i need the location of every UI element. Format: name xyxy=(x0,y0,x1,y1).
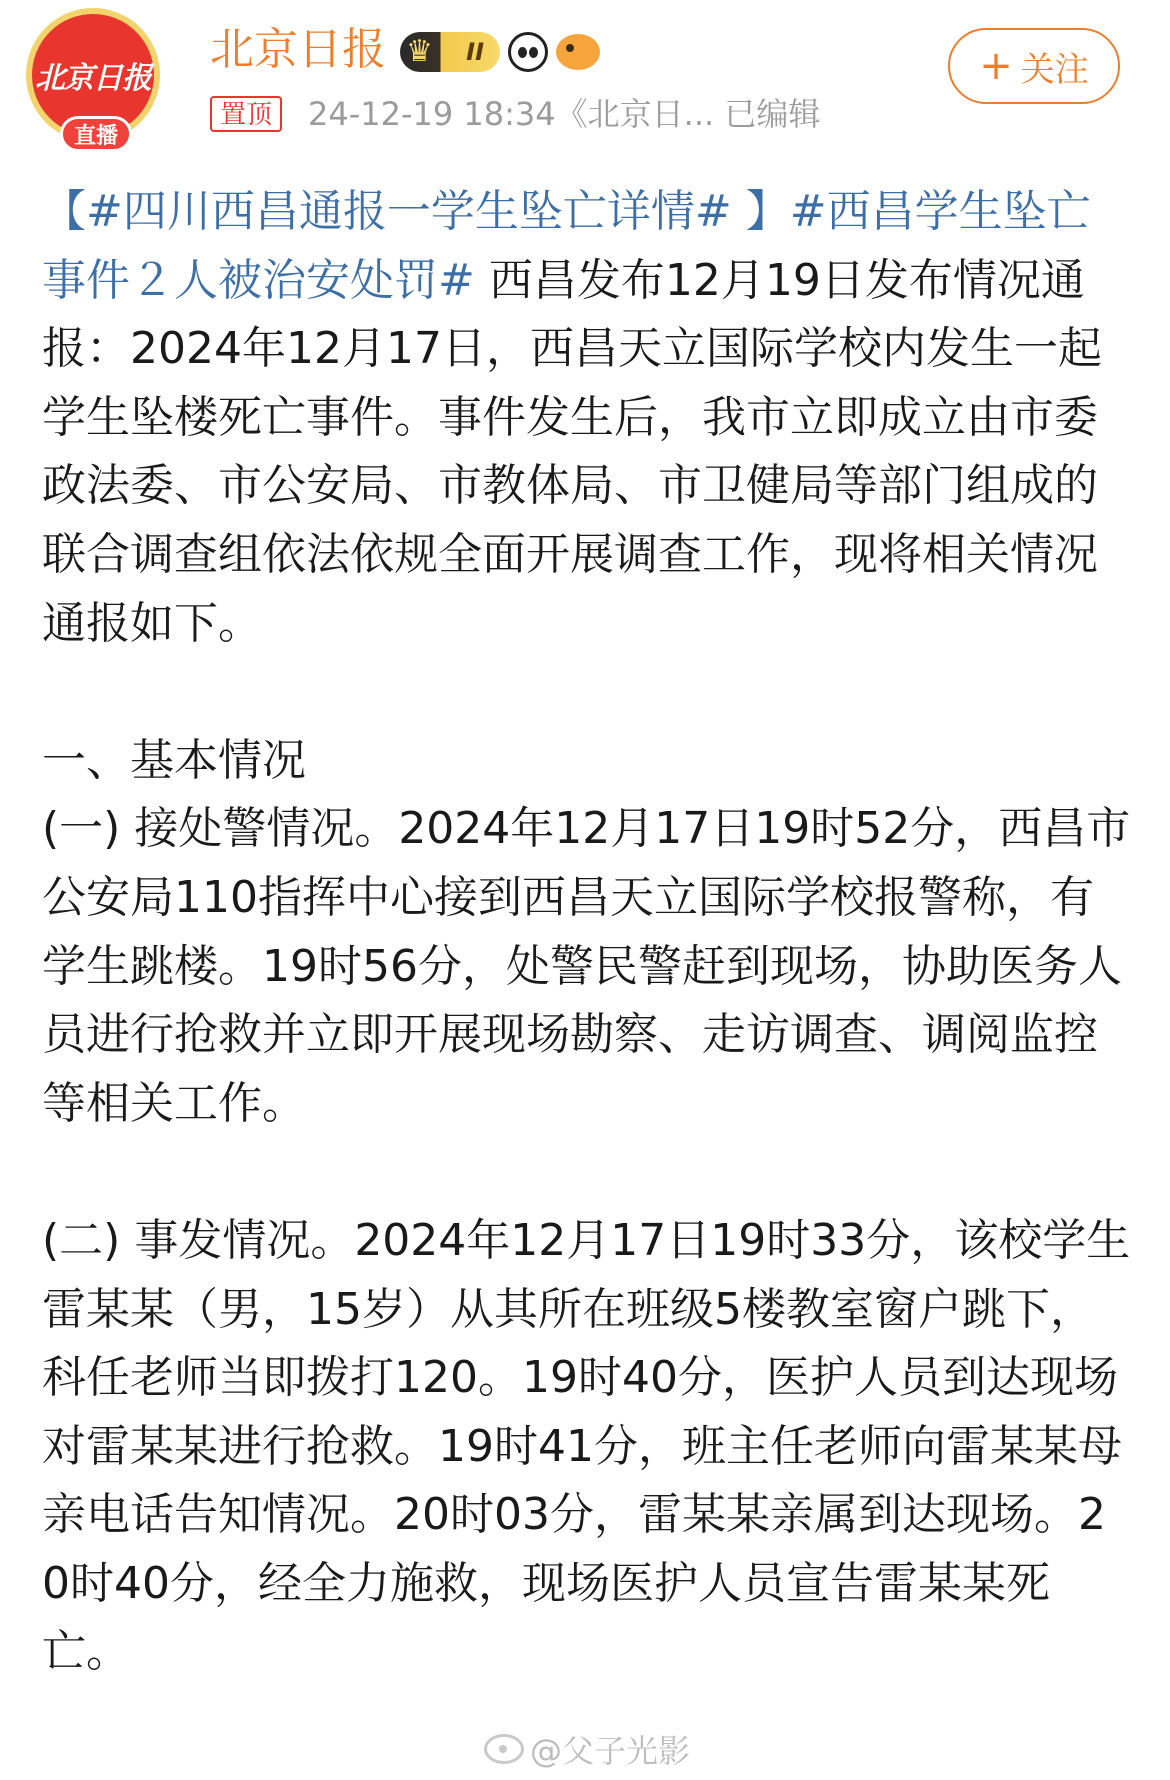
paragraph-spacer xyxy=(42,1138,1132,1207)
vip-badge[interactable] xyxy=(400,32,500,72)
post-meta[interactable]: 24-12-19 18:34《北京日... 已编辑 xyxy=(308,95,821,133)
avatar-logo: 北京日报 xyxy=(35,61,151,96)
crown-icon: ♛ xyxy=(406,34,433,69)
weibo-icon xyxy=(484,1734,524,1764)
topic-link[interactable]: 【#四川西昌通报一学生坠亡详情# 】 xyxy=(42,186,790,237)
intro-paragraph xyxy=(42,178,1132,658)
pinned-badge: 置顶 xyxy=(210,96,282,132)
intro-text: 西昌发布12月19日发布情况通报：2024年12月17日，西昌天立国际学校内发生一起学生坠楼死亡事件。事件发生后，我市立即成立由市委政法委、市公安局、市教体局、市卫健局等部门组成的联合调查组依法依规全面开展调查工作，现将相关情况通报如下。 xyxy=(42,254,1102,649)
watermark-text: @父子光影 xyxy=(530,1732,691,1770)
paragraph: (一) 接处警情况。2024年12月17日19时52分，西昌市公安局110指挥中心接到西昌天立国际学校报警称，有学生跳楼。19时56分，处警民警赶到现场，协助医务人员进行抢救并立即开展现场勘察、走访调查、调阅监控等相关工作。 xyxy=(42,803,1131,1129)
username[interactable]: 北京日报 xyxy=(210,24,386,75)
topic-link[interactable]: #西昌学生坠亡事件２人被治安处罚# xyxy=(42,186,1091,306)
section-title: 一、基本情况 xyxy=(42,734,306,786)
paragraph: (二) 事发情况。2024年12月17日19时33分，该校学生雷某某（男，15岁）从其所在班级5楼教室窗户跳下，科任老师当即拨打120。19时40分，医护人员到达现场对雷某某进行抢救。19时41分，班主任老师向雷某某母亲电话告知情况。20时03分，雷某某亲属到达现场。20时40分，经全力施救，现场医护人员宣告雷某某死亡。 xyxy=(42,1214,1131,1678)
follow-label: 关注 xyxy=(1020,49,1089,90)
post-content xyxy=(42,178,1132,1687)
fish-icon[interactable] xyxy=(556,34,600,70)
follow-button[interactable] xyxy=(948,28,1120,104)
panda-icon[interactable] xyxy=(508,32,548,72)
post-header xyxy=(0,0,1170,160)
watermark xyxy=(484,1726,690,1772)
live-badge[interactable]: 直播 xyxy=(60,116,132,152)
plus-icon: + xyxy=(979,43,1013,89)
vip-level: II xyxy=(466,38,484,66)
user-badges xyxy=(400,30,600,74)
paragraph-spacer xyxy=(42,658,1132,727)
